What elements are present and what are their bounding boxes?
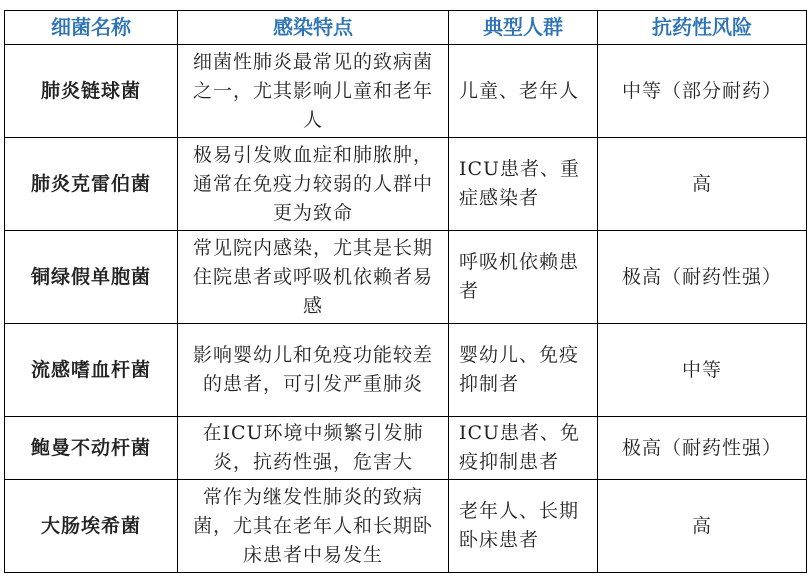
- table-row: [5, 417, 807, 480]
- typical-population: ICU患者、重症感染者: [449, 138, 598, 231]
- bacteria-table: [4, 10, 807, 573]
- resistance-risk: 极高（耐药性强）: [598, 231, 807, 324]
- infection-features: 细菌性肺炎最常见的致病菌之一，尤其影响儿童和老年人: [178, 45, 449, 138]
- header-infection-features: 感染特点: [178, 11, 449, 45]
- table-row: [5, 324, 807, 417]
- bacteria-name: 鲍曼不动杆菌: [5, 417, 178, 480]
- resistance-risk: 高: [598, 480, 807, 573]
- resistance-risk: 高: [598, 138, 807, 231]
- table-row: [5, 45, 807, 138]
- typical-population: ICU患者、免疫抑制患者: [449, 417, 598, 480]
- bacteria-name: 肺炎链球菌: [5, 45, 178, 138]
- typical-population: 呼吸机依赖患者: [449, 231, 598, 324]
- bacteria-name: 肺炎克雷伯菌: [5, 138, 178, 231]
- table-row: [5, 480, 807, 573]
- infection-features: 影响婴幼儿和免疫功能较差的患者，可引发严重肺炎: [178, 324, 449, 417]
- infection-features: 在ICU环境中频繁引发肺炎，抗药性强，危害大: [178, 417, 449, 480]
- table-header-row: [5, 11, 807, 45]
- typical-population: 儿童、老年人: [449, 45, 598, 138]
- bacteria-name: 大肠埃希菌: [5, 480, 178, 573]
- table-row: [5, 231, 807, 324]
- infection-features: 常作为继发性肺炎的致病菌，尤其在老年人和长期卧床患者中易发生: [178, 480, 449, 573]
- resistance-risk: 极高（耐药性强）: [598, 417, 807, 480]
- typical-population: 婴幼儿、免疫抑制者: [449, 324, 598, 417]
- infection-features: 极易引发败血症和肺脓肿，通常在免疫力较弱的人群中更为致命: [178, 138, 449, 231]
- bacteria-name: 铜绿假单胞菌: [5, 231, 178, 324]
- typical-population: 老年人、长期卧床患者: [449, 480, 598, 573]
- header-bacteria-name: 细菌名称: [5, 11, 178, 45]
- header-resistance-risk: 抗药性风险: [598, 11, 807, 45]
- infection-features: 常见院内感染，尤其是长期住院患者或呼吸机依赖者易感: [178, 231, 449, 324]
- resistance-risk: 中等: [598, 324, 807, 417]
- bacteria-name: 流感嗜血杆菌: [5, 324, 178, 417]
- resistance-risk: 中等（部分耐药）: [598, 45, 807, 138]
- header-typical-population: 典型人群: [449, 11, 598, 45]
- table-row: [5, 138, 807, 231]
